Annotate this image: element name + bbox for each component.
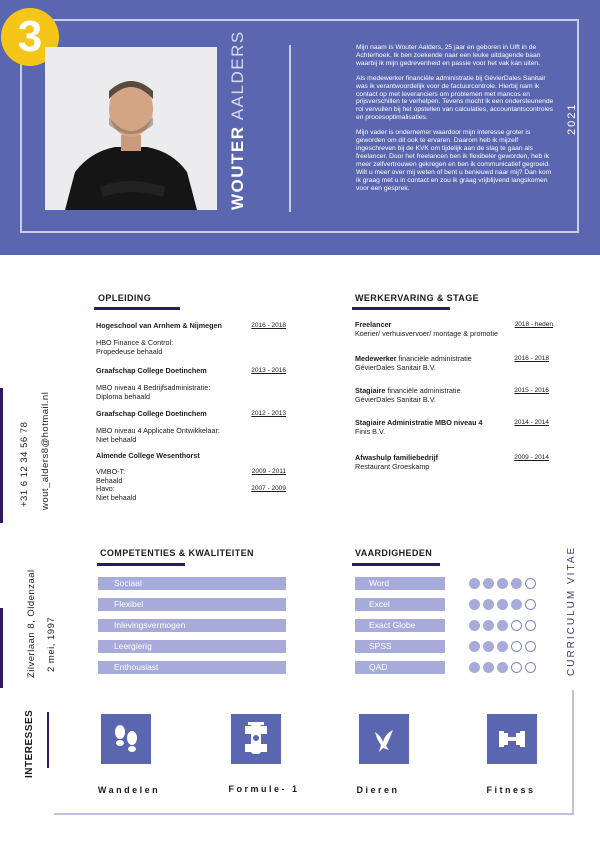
interest-icon-box — [101, 714, 151, 764]
rating-dot — [483, 620, 494, 631]
job-employer: Restaurant Groeskamp — [355, 461, 430, 471]
address: Zilverlaan 8, Oldenzaal — [26, 569, 37, 678]
experience-item — [355, 321, 553, 339]
education-line: Niet behaald — [96, 492, 137, 502]
education-item — [96, 409, 290, 444]
rating-dot — [483, 641, 494, 652]
competencies-underline — [97, 563, 185, 566]
vertical-name — [228, 30, 254, 210]
education-item — [96, 321, 290, 356]
skills-title: VAARDIGHEDEN — [355, 548, 433, 558]
skill-name: QAD — [355, 661, 445, 674]
personal-bar — [0, 608, 3, 688]
rating-dot — [483, 599, 494, 610]
rating-dot — [497, 662, 508, 673]
rating-dot — [469, 599, 480, 610]
interest-label: Dieren — [356, 785, 400, 795]
school-name: Graafschap College Doetinchem — [96, 409, 207, 418]
skill-rating — [469, 662, 539, 673]
rating-dot — [497, 578, 508, 589]
skill-row — [355, 640, 555, 653]
rating-dot — [483, 578, 494, 589]
job-date: 2015 - 2016 — [514, 387, 549, 394]
intro-paragraph-1: Mijn naam is Wouter Aalders, 25 jaar en geboren in Ulft in de Achterhoek. Ik ben zoekende naar een leuke uitdagende baan waarbij ik mijn gedrevenheid en passie voor het vak kan uiten. — [356, 44, 541, 67]
year-label — [566, 95, 580, 135]
job-date: 2018 - heden — [514, 321, 553, 328]
cv-label-wrap — [566, 545, 580, 678]
intro-paragraph-2: Als medewerker financiële administratie bij GévierDales Sanitair was ik verantwoordelijk voor de factuurcontrole. Hierbij nam ik contact op met leveranciers om problemen met mancos en prijsverschillen te verhelpen. Tevens mocht ik een ondersteunende rol vervullen bij het opstellen van calculaties, accountantscontroles en procesoptimalisaties. — [356, 74, 554, 122]
job-title-rest: financiële administratie — [396, 354, 472, 363]
first-name: WOUTER — [228, 125, 247, 210]
education-list — [96, 321, 290, 502]
profile-photo — [45, 47, 217, 210]
education-line: VMBO-T: — [96, 467, 126, 476]
rating-dot — [469, 578, 480, 589]
interests-title: INTERESSES — [24, 709, 35, 778]
interests-bar — [47, 712, 49, 768]
competency-item: Sociaal — [98, 577, 286, 590]
rating-dot — [511, 641, 522, 652]
education-date: 2007 - 2009 — [251, 485, 286, 492]
year-text: 2021 — [566, 102, 578, 135]
job-date: 2016 - 2018 — [514, 355, 549, 362]
skill-rating — [469, 620, 539, 631]
skill-rating — [469, 641, 539, 652]
interest-icon-box — [487, 714, 537, 764]
job-employer: GévierDales Sanitair B.V. — [355, 362, 436, 372]
intro-paragraph-3: Mijn vader is ondernemer waardoor mijn interesse groter is geworden om dit ook te ervaren. Daarom heb ik mijzelf ingeschreven bij de KVK om tijdelijk aan de slag te gaan als freelancer. Door het freelancen ben ik flexibeler geworden, heb ik meer zelfvertrouwen gekregen en ben ik communicatief gegroeid. Wilt u meer over mij weten of bent u benieuwd naar mij? Dan kom ik graag met u in contact en zou ik graag vrijblijvend langskomen voor een gesprek. — [356, 129, 552, 192]
education-line: HBO Finance & Control: — [96, 338, 174, 347]
education-subitem — [96, 485, 290, 502]
rating-dot — [525, 599, 536, 610]
job-employer: Koerier/ verhuisvervoer/ montage & promotie — [355, 328, 499, 338]
rating-dot — [525, 662, 536, 673]
competencies-list — [98, 577, 286, 674]
competency-item: Leergierig — [98, 640, 286, 653]
job-title: Stagiaire — [355, 386, 386, 395]
interests-title-wrap — [24, 709, 40, 780]
job-employer: GévierDales Sanitair B.V. — [355, 394, 436, 404]
education-line: Diploma behaald — [96, 391, 150, 401]
rating-dot — [525, 620, 536, 631]
rating-dot — [497, 620, 508, 631]
job-title: Medewerker — [355, 354, 397, 363]
school-name: Almende College Wesenthorst — [96, 451, 200, 460]
rating-dot — [525, 578, 536, 589]
birthdate: 2 mei, 1997 — [46, 616, 57, 672]
experience-title: WERKERVARING & STAGE — [355, 293, 480, 303]
competency-item: Enthousiast — [98, 661, 286, 674]
education-subitem — [96, 468, 290, 485]
experience-list — [355, 321, 553, 472]
job-title: Afwashulp familiebedrijf — [355, 453, 439, 462]
frame-bottom-line — [54, 813, 574, 815]
rating-dot — [497, 599, 508, 610]
education-date: 2012 - 2013 — [251, 410, 286, 417]
job-title-rest: financiële administratie — [385, 386, 461, 395]
rating-dot — [497, 641, 508, 652]
education-underline — [94, 307, 180, 310]
skill-rating — [469, 578, 539, 589]
experience-item — [355, 355, 553, 373]
skill-name: Excel — [355, 598, 445, 611]
frame-right-line — [572, 690, 574, 814]
job-date: 2009 - 2014 — [514, 454, 549, 461]
dumbbell-icon — [487, 714, 537, 764]
skill-name: Word — [355, 577, 445, 590]
education-item — [96, 366, 290, 401]
interest-label: Wandelen — [97, 785, 161, 795]
education-date: 2009 - 2011 — [251, 468, 286, 475]
rating-dot — [525, 641, 536, 652]
school-name: Graafschap College Doetinchem — [96, 366, 207, 375]
experience-item — [355, 454, 553, 472]
education-date: 2013 - 2016 — [251, 367, 286, 374]
skills-underline — [352, 563, 440, 566]
competency-item: Inlevingsvermogen — [98, 619, 286, 632]
contact-bar — [0, 388, 3, 523]
education-line: MBO niveau 4 Applicatie Ontwikkelaar: — [96, 426, 220, 435]
last-name: AALDERS — [228, 30, 247, 121]
skills-list — [355, 577, 555, 682]
interest-label: Formule- 1 — [228, 784, 300, 794]
skill-row — [355, 577, 555, 590]
rating-dot — [511, 578, 522, 589]
interest-icon-box — [231, 714, 281, 764]
header-divider — [289, 45, 291, 212]
intro-text — [356, 44, 554, 199]
rating-dot — [483, 662, 494, 673]
rating-dot — [511, 662, 522, 673]
experience-underline — [352, 307, 450, 310]
interest-icon-box — [359, 714, 409, 764]
skill-row — [355, 619, 555, 632]
competencies-title: COMPETENTIES & KWALITEITEN — [100, 548, 254, 558]
rating-dot — [469, 641, 480, 652]
bird-icon — [359, 714, 409, 764]
experience-item — [355, 419, 553, 437]
rating-dot — [511, 599, 522, 610]
cv-label: CURRICULUM VITAE — [566, 545, 577, 676]
footprints-icon — [101, 714, 151, 764]
rating-dot — [469, 662, 480, 673]
skill-row — [355, 598, 555, 611]
skill-name: SPSS — [355, 640, 445, 653]
race-car-icon — [231, 714, 281, 764]
phone-number: +31 6 12 34 56 78 — [19, 421, 30, 507]
rating-dot — [511, 620, 522, 631]
rating-dot — [469, 620, 480, 631]
education-item — [96, 451, 290, 502]
education-date: 2016 - 2018 — [251, 322, 286, 329]
education-line: Havo: — [96, 484, 115, 493]
skill-rating — [469, 599, 539, 610]
email-address: wout_alders8@hotmail.nl — [40, 391, 51, 510]
interest-label: Fitness — [486, 785, 536, 795]
education-line: MBO niveau 4 Bedrijfsadministratie: — [96, 383, 211, 392]
job-employer: Finis B.V. — [355, 426, 386, 436]
experience-item — [355, 387, 553, 405]
education-line: Propedeuse behaald — [96, 346, 163, 356]
skill-row — [355, 661, 555, 674]
education-line: Niet behaald — [96, 434, 137, 444]
page-number-badge: 3 — [1, 8, 59, 66]
education-title: OPLEIDING — [98, 293, 152, 303]
school-name: Hogeschool van Arnhem & Nijmegen — [96, 321, 222, 330]
job-title: Freelancer — [355, 320, 392, 329]
competency-item: Flexibel — [98, 598, 286, 611]
education-line: Behaald — [96, 475, 123, 485]
job-title: Stagiaire Administratie MBO niveau 4 — [355, 418, 483, 427]
skill-name: Exact Globe — [355, 619, 445, 632]
job-date: 2014 - 2014 — [514, 419, 549, 426]
